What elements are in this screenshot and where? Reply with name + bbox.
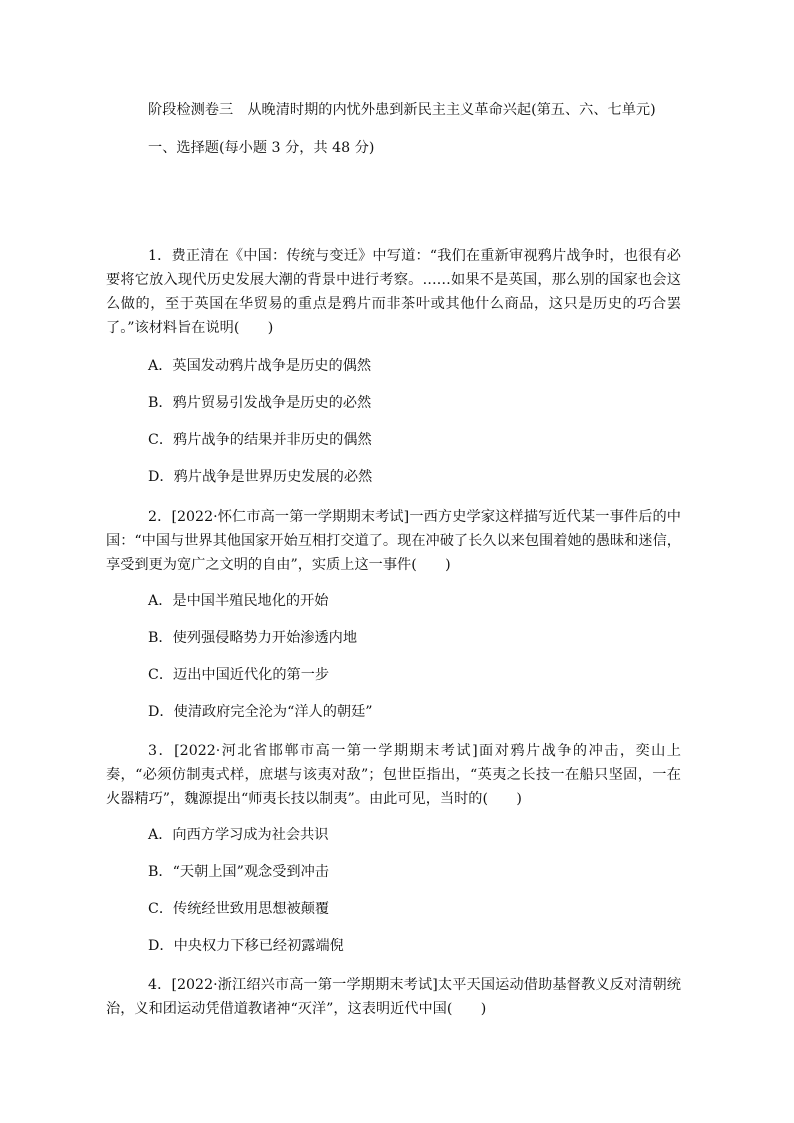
question-3-option-c: C．传统经世致用思想被颠覆: [148, 901, 330, 917]
question-2-stem: 2．[2022·怀仁市高一第一学期期末考试]一西方史学家这样描写近代某一事件后的中国：“中国与世界其他国家开始互相打交道了。现在冲破了长久以来包围着她的愚昧和迷信，享受到更为宽广之文明的自由”，实质上这一事件( ): [106, 509, 681, 573]
question-1-option-d: D．鸦片战争是世界历史发展的必然: [148, 469, 373, 485]
page-title: 阶段检测卷三 从晚清时期的内忧外患到新民主主义革命兴起(第五、六、七单元): [148, 102, 656, 118]
question-4-stem: 4．[2022·浙江绍兴市高一第一学期期末考试]太平天国运动借助基督教义反对清朝统治，义和团运动凭借道教诸神“灭洋”，这表明近代中国( ): [106, 977, 681, 1017]
question-2-option-a: A．是中国半殖民地化的开始: [148, 593, 329, 609]
section-heading: 一、选择题(每小题 3 分，共 48 分): [148, 140, 375, 156]
question-2-option-c: C．迈出中国近代化的第一步: [148, 667, 330, 683]
question-1-stem: 1．费正清在《中国：传统与变迁》中写道：“我们在重新审视鸦片战争时，也很有必要将它放入现代历史发展大潮的背景中进行考察。……如果不是英国，那么别的国家也会这么做的，至于英国在华贸易的重点是鸦片而非茶叶或其他什么商品，这只是历史的巧合罢了。”该材料旨在说明( ): [106, 248, 681, 336]
question-3-option-a: A．向西方学习成为社会共识: [148, 827, 329, 843]
question-2-option-b: B．使列强侵略势力开始渗透内地: [148, 630, 358, 646]
question-1-option-c: C．鸦片战争的结果并非历史的偶然: [148, 432, 372, 448]
question-2-option-d: D．使清政府完全沦为“洋人的朝廷”: [148, 704, 373, 720]
question-1-option-a: A．英国发动鸦片战争是历史的偶然: [148, 358, 372, 374]
question-3-option-d: D．中央权力下移已经初露端倪: [148, 938, 344, 954]
question-3-stem: 3．[2022·河北省邯郸市高一第一学期期末考试]面对鸦片战争的冲击，奕山上奏，“必须仿制夷式样，庶堪与该夷对敌”；包世臣指出，“英夷之长技一在船只坚固，一在火器精巧”，魏源提出“师夷长技以制夷”。由此可见，当时的( ): [106, 743, 681, 807]
question-1-option-b: B．鸦片贸易引发战争是历史的必然: [148, 395, 372, 411]
question-3-option-b: B．“天朝上国”观念受到冲击: [148, 864, 329, 880]
